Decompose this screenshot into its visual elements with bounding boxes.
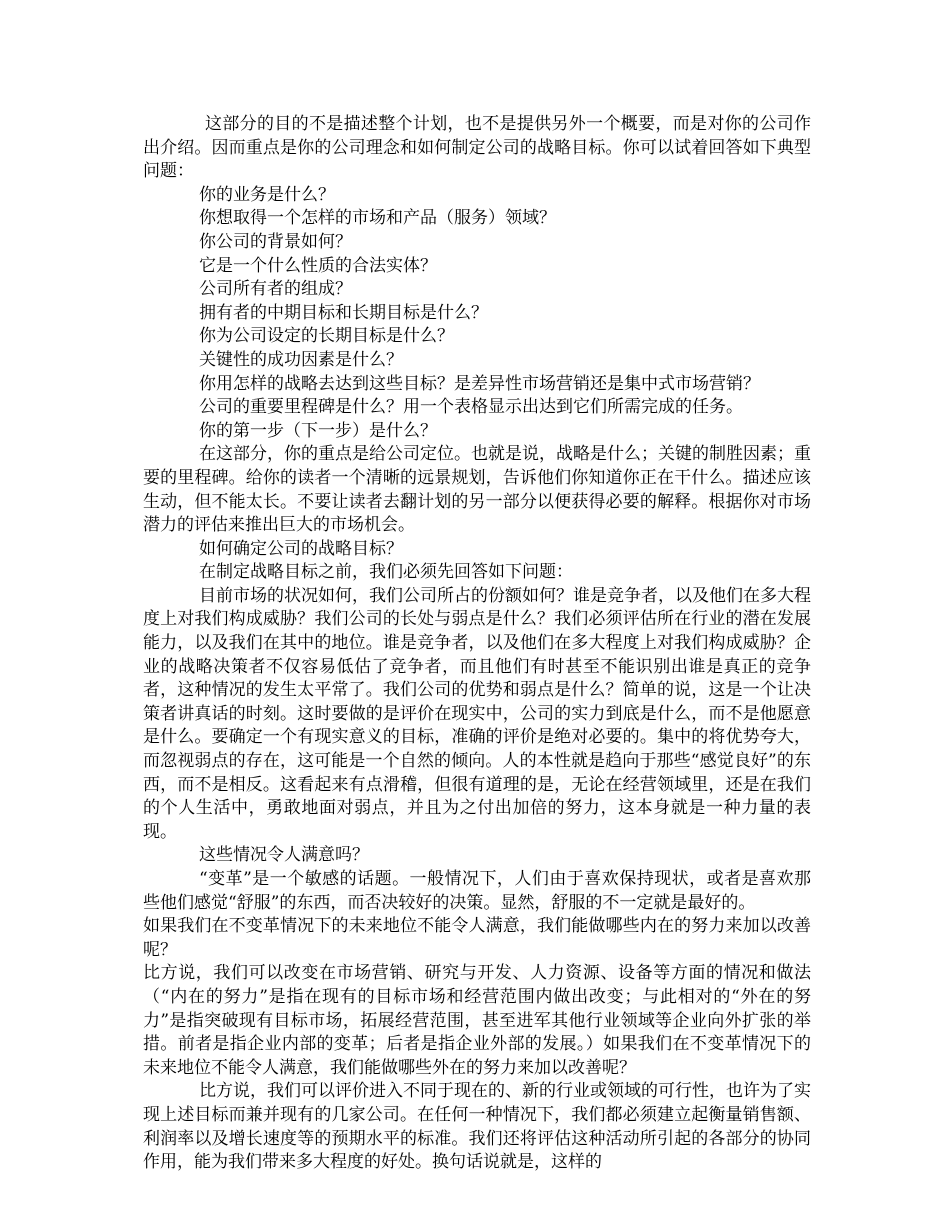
heading-strategic-goals: 如何确定公司的战略目标？ [199,538,403,559]
question-owner-goals: 拥有者的中期目标和长期目标是什么？ [199,302,488,323]
paragraph-market-situation: 目前市场的状况如何，我们公司所占的份额如何？谁是竞争者，以及他们在多大程度上对我们构成威胁？我们公司的长处与弱点是什么？我们必须评估所在行业的潜在发展能力，以及我们在其中的地位。谁是竞争者，以及他们在多大程度上对我们构成威胁？企业的战略决策者不仅容易低估了竞争者，而且他们有时甚至不能识别出谁是真正的竞争者，这种情况的发生太平常了。我们公司的优势和弱点是什么？简单的说，这是一个让决策者讲真话的时刻。这时要做的是评价在现实中，公司的实力到底是什么，而不是他愿意是什么。要确定一个有现实意义的目标，准确的评价是绝对必要的。集中的将优势夸大，而忽视弱点的存在，这可能是一个自然的倾向。人的本性就是趋向于那些“感觉良好”的东西，而不是相反。这看起来有点滑稽，但很有道理的是，无论在经营领域里，还是在我们的个人生活中，勇敢地面对弱点，并且为之付出加倍的努力，这本身就是一种力量的表现。 [143,585,811,842]
question-market-product: 你想取得一个怎样的市场和产品（服务）领域？ [199,208,556,229]
question-long-term-goals: 你为公司设定的长期目标是什么？ [199,326,454,347]
question-success-factors: 关键性的成功因素是什么？ [199,349,403,370]
question-next-step: 你的第一步（下一步）是什么？ [199,420,437,441]
paragraph-intro: 这部分的目的不是描述整个计划，也不是提供另外一个概要，而是对你的公司作出介绍。因而重点是你的公司理念和如何制定公司的战略目标。你可以试着回答如下典型问题： [143,114,811,182]
paragraph-internal-question: 如果我们在不变革情况下的未来地位不能令人满意，我们能做哪些内在的努力来加以改善呢？ [143,916,811,960]
paragraph-change: “变革”是一个敏感的话题。一般情况下，人们由于喜欢保持现状，或者是喜欢那些他们感觉“舒服”的东西，而否决较好的决策。显然，舒服的不一定就是最好的。 [143,869,811,913]
heading-satisfaction: 这些情况令人满意吗？ [199,845,369,866]
question-strategy: 你用怎样的战略去达到这些目标？是差异性市场营销还是集中式市场营销？ [199,373,760,394]
paragraph-external-examples: 比方说，我们可以评价进入不同于现在的、新的行业或领域的可行性，也许为了实现上述目标而兼并现有的几家公司。在任何一种情况下，我们都必须建立起衡量销售额、利润率以及增长速度等的预期水平的标准。我们还将评估这种活动所引起的各部分的协同作用，能为我们带来多大程度的好处。换句话说就是，这样的 [143,1081,811,1173]
paragraph-before-goals: 在制定战略目标之前，我们必须先回答如下问题： [199,562,573,583]
document-body [143,113,811,1175]
paragraph-positioning: 在这部分，你的重点是给公司定位。也就是说，战略是什么；关键的制胜因素；重要的里程碑。给你的读者一个清晰的远景规划，告诉他们你知道你正在干什么。描述应该生动，但不能太长。不要让读者去翻计划的另一部分以便获得必要的解释。根据你对市场潜力的评估来推出巨大的市场机会。 [143,444,811,536]
question-milestones: 公司的重要里程碑是什么？用一个表格显示出达到它们所需完成的任务。 [199,397,743,418]
question-legal-entity: 它是一个什么性质的合法实体？ [199,255,437,276]
question-business: 你的业务是什么？ [199,184,335,205]
question-owners: 公司所有者的组成？ [199,279,352,300]
question-background: 你公司的背景如何？ [199,231,352,252]
paragraph-internal-examples: 比方说，我们可以改变在市场营销、研究与开发、人力资源、设备等方面的情况和做法（“内在的努力”是指在现有的目标市场和经营范围内做出改变；与此相对的“外在的努力”是指突破现有目标市场，拓展经营范围，甚至进军其他行业领域等企业向外扩张的举措。前者是指企业内部的变革；后者是指企业外部的发展。）如果我们在不变革情况下的未来地位不能令人满意，我们能做哪些外在的努力来加以改善呢？ [143,963,811,1078]
